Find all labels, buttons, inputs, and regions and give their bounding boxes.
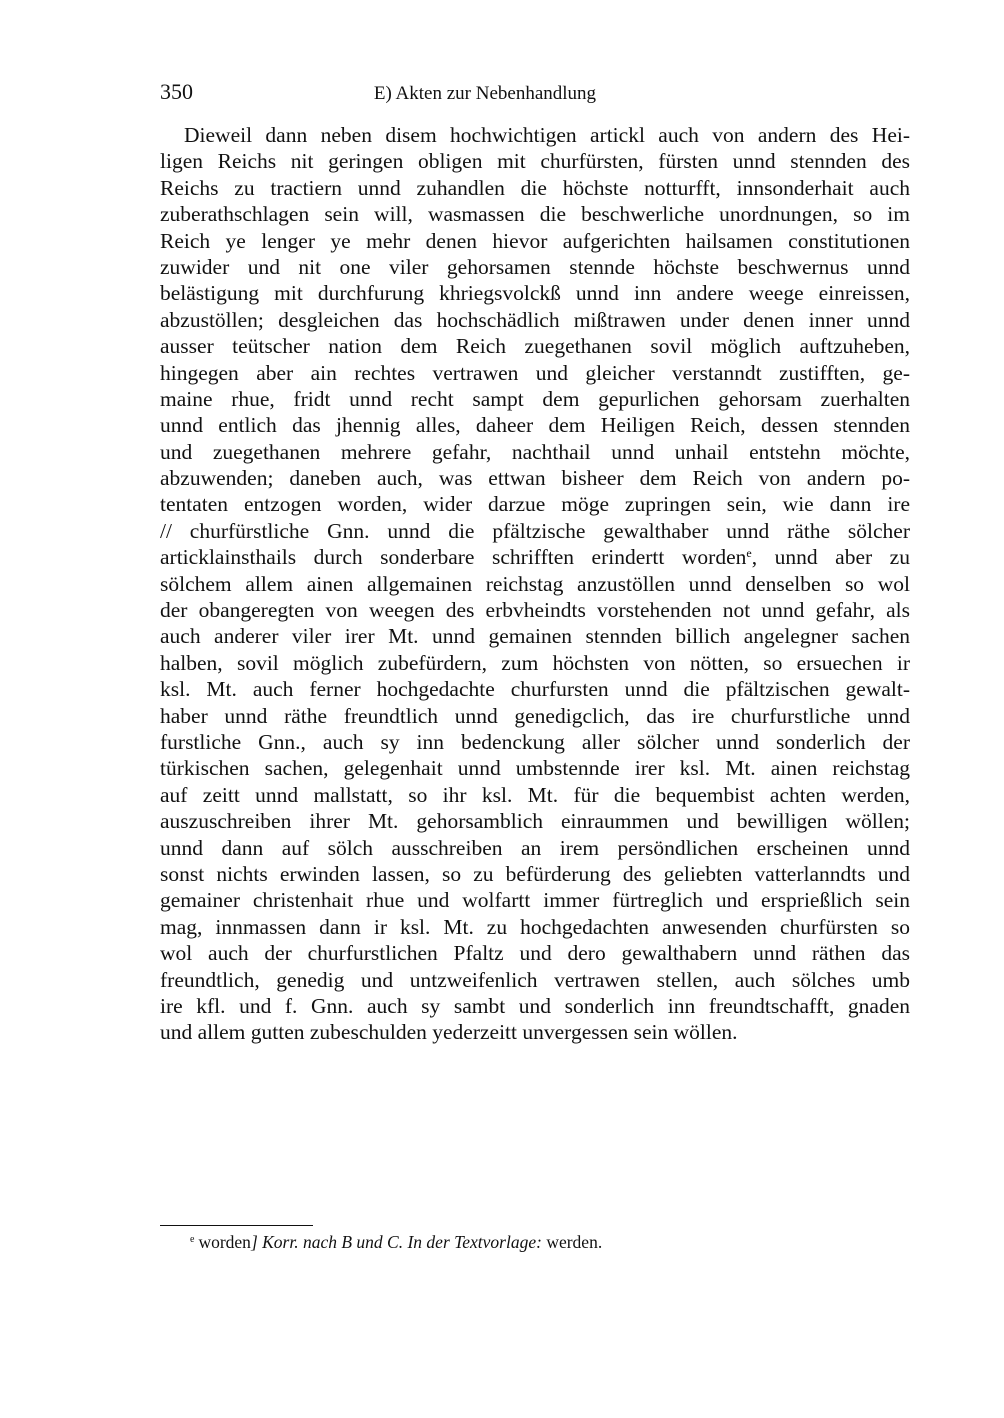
text-line: ire kfl. und f. Gnn. auch sy sambt und sonderlich inn freundtschafft, gnaden — [160, 993, 910, 1018]
text-line: freundtlich, genedig und untzweifenlich vertrawen stellen, auch sölches umb — [160, 967, 910, 992]
text-line: zuwider und nit one viler gehorsamen stennde höchste beschwernus unnd — [160, 254, 910, 279]
text-line: ligen Reichs nit geringen obligen mit churfürsten, fürsten unnd stennden des — [160, 149, 910, 174]
text-segment: , unnd aber zu — [751, 545, 910, 570]
text-line: // churfürstliche Gnn. unnd die pfältzische gewalthaber unnd räthe sölcher — [160, 518, 910, 543]
text-line: und zuegethanen mehrere gefahr, nachthail unnd unhail entstehn möchte, — [160, 439, 910, 464]
text-line: unnd entlich das jhennig alles, daheer dem Heiligen Reich, dessen stennden — [160, 413, 910, 438]
running-head: E) Akten zur Nebenhandlung — [373, 83, 597, 104]
text-line: furstliche Gnn., auch sy inn bedenckung aller sölcher unnd sonderlich der — [160, 729, 910, 754]
text-line: gemainer christenhait rhue und wolfartt immer fürtreglich und ersprießlich sein — [160, 888, 910, 913]
text-line: Reich ye lenger ye mehr denen hievor aufgerichten hailsamen constitutionen — [160, 228, 910, 253]
text-line: maine rhue, fridt unnd recht sampt dem gepurlichen gehorsam zuerhalten — [160, 386, 910, 411]
text-line: abzustöllen; desgleichen das hochschädlich mißtrawen under denen inner unnd — [160, 307, 910, 332]
footnote-bracket: ] — [250, 1232, 258, 1252]
text-line: auszuschreiben ihrer Mt. gehorsamblich einraummen und bewilligen wöllen; — [160, 809, 910, 834]
text-line: unnd dann auf sölch ausschreiben an irem persöndlichen erscheinen unnd — [160, 835, 910, 860]
footnote-note: Korr. nach B und C. In der Textvorlage: — [257, 1232, 542, 1252]
text-line: auch anderer viler irer Mt. unnd gemainen stennden billich angelegner sachen — [160, 624, 910, 649]
footnote-reading: werden. — [541, 1232, 603, 1252]
text-line: türkischen sachen, gelegenhait unnd umbstennde irer ksl. Mt. ainen reichstag — [160, 756, 910, 781]
text-line: ksl. Mt. auch ferner hochgedachte churfursten unnd die pfältzischen gewalt- — [160, 677, 910, 702]
text-line-with-footnote — [160, 544, 910, 570]
text-line: der obangeregten von weegen des erbvheindts vorstehenden not unnd gefahr, als — [160, 598, 910, 623]
text-line: tentaten entzogen worden, wider darzue möge zupringen sein, wie dann ire — [160, 492, 910, 517]
text-line: abzuwenden; daneben auch, was ettwan bisheer dem Reich von andern po- — [160, 466, 910, 491]
text-segment: articklainsthails durch sonderbare schrifften erindertt worden — [160, 545, 747, 570]
footnote — [160, 1230, 910, 1254]
text-line: Reichs zu tractiern unnd zuhandlen die höchste notturfft, innsonderhait auch — [160, 175, 910, 200]
page-number: 350 — [160, 79, 193, 104]
text-line: sonst nichts erwinden lassen, so zu befürderung des geliebten vatterlanndts und — [160, 861, 910, 886]
text-line: haber unnd räthe freundtlich unnd genedigclich, das ire churfurstliche unnd — [160, 703, 910, 728]
main-text — [160, 122, 910, 1046]
text-line: zuberathschlagen sein will, wasmassen die beschwerliche unordnungen, so im — [160, 202, 910, 227]
text-line: sölchem allem ainen allgemainen reichstag anzustöllen unnd denselben so wol — [160, 571, 910, 596]
text-line: auf zeitt unnd mallstatt, so ihr ksl. Mt. für die bequembist achten werden, — [160, 782, 910, 807]
text-line-last: und allem gutten zubeschulden yederzeitt unvergessen sein wöllen. — [160, 1020, 738, 1045]
text-line: hingegen aber ain rechtes vertrawen und gleicher verstanndt zustifften, ge- — [160, 360, 910, 385]
footnote-lemma: worden — [198, 1232, 251, 1252]
text-line: belästigung mit durchfurung khriegsvolckß unnd inn andere weege einreissen, — [160, 281, 910, 306]
text-line: Dieweil dann neben disem hochwichtigen artickl auch von andern des Hei- — [184, 123, 910, 147]
footnote-rule — [160, 1225, 313, 1226]
text-line: halben, sovil möglich zubefürdern, zum höchsten von nötten, so ersuechen ir — [160, 650, 910, 675]
text-line: wol auch der churfurstlichen Pfaltz und dero gewalthabern unnd räthen das — [160, 941, 910, 966]
text-line: mag, innmassen dann ir ksl. Mt. zu hochgedachten anwesenden churfürsten so — [160, 914, 910, 939]
text-line: ausser teütscher nation dem Reich zuegethanen sovil möglich auftzuheben, — [160, 334, 910, 359]
footnote-marker: e — [190, 1234, 195, 1245]
footnote-reference: e — [746, 546, 752, 561]
